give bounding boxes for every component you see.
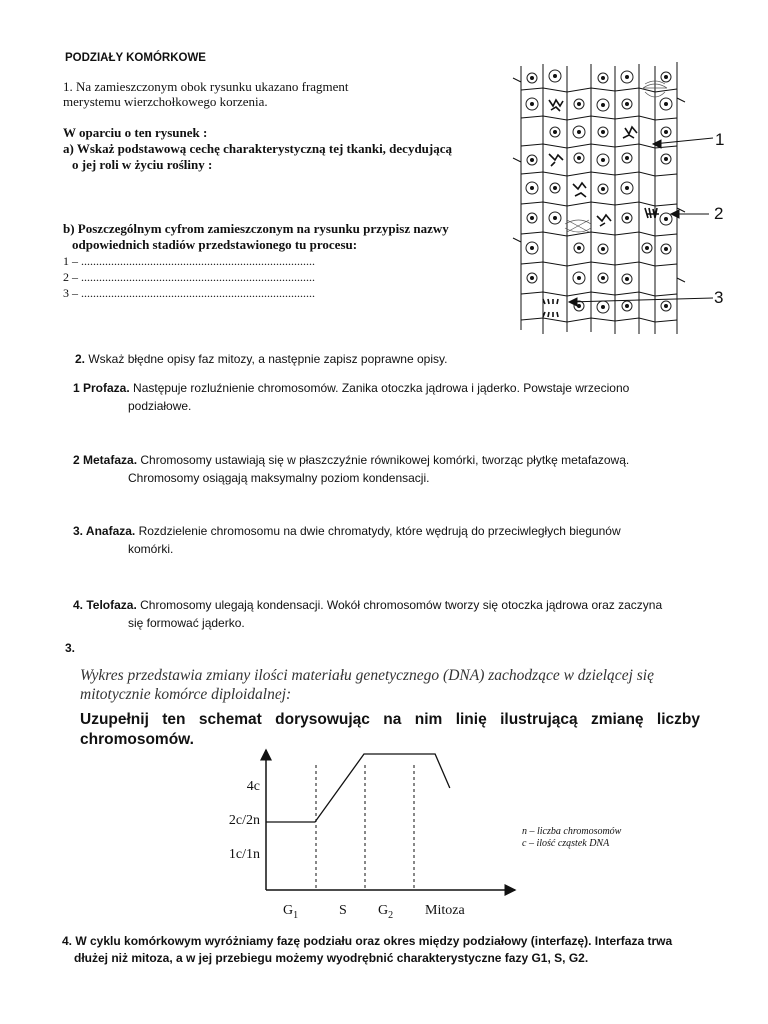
q1-a-line: a) Wskaż podstawową cechę charakterystyczną tej tkanki, decydującą	[63, 141, 453, 156]
phase-desc: Rozdzielenie chromosomu na dwie chromatydy, które wędrują do przeciwległych biegunów	[138, 524, 621, 538]
phase-name: 2 Metafaza.	[73, 453, 138, 467]
q1-task-b	[63, 221, 449, 253]
answer-blank-1[interactable]: 1 – ..............................................................................	[63, 254, 315, 268]
y-tick-label: 2c/2n	[228, 813, 260, 828]
figure-label-2: 2	[714, 204, 724, 223]
x-phase-label	[283, 903, 298, 921]
x-phase-label: S	[339, 903, 347, 918]
label-2-pointer	[671, 210, 709, 218]
legend-entry: n – liczba chromosomów	[522, 826, 622, 837]
x-phase-label	[378, 903, 393, 921]
q3-description	[80, 666, 654, 704]
cell-walls	[513, 62, 685, 334]
page-title: PODZIAŁY KOMÓRKOWE	[65, 52, 206, 64]
q2-item-2	[73, 452, 629, 486]
y-tick-label: 1c/1n	[228, 847, 260, 862]
phase-name: 3. Anafaza.	[73, 524, 136, 538]
label-1-pointer	[653, 138, 713, 148]
q2-number: 2.	[75, 352, 86, 366]
q1-answer-blanks	[63, 253, 315, 301]
q3-desc-line: mitotycznie komórce diploidalnej:	[80, 686, 292, 703]
phase-desc: podziałowe.	[128, 399, 192, 413]
q2-item-3	[73, 523, 621, 557]
q1-intro-line: 1. Na zamieszczonym obok rysunku ukazano fragment	[63, 79, 349, 94]
q4-line: dłużej niż mitoza, a w jej przebiegu możemy wyodrębnić charakterystyczne fazy G1, S, G2.	[74, 951, 589, 965]
dna-series-line	[266, 754, 450, 822]
q4-line: 4. W cyklu komórkowym wyróżniamy fazę podziału oraz okres między podziałowy (interfazę). Interfaza trwa	[62, 934, 673, 948]
x-phase-g: G	[378, 903, 389, 918]
x-phase-g: G	[283, 903, 294, 918]
x-phase-sub: 2	[388, 909, 394, 921]
q1-heading: W oparciu o ten rysunek :	[63, 125, 208, 140]
phase-desc: się formować jąderko.	[128, 616, 245, 630]
figure-label-1: 1	[715, 130, 725, 149]
q2-lead	[75, 352, 447, 366]
figure-label-3: 3	[714, 288, 724, 307]
q1-task-a	[63, 125, 452, 173]
legend-entry: c – ilość cząstek DNA	[522, 838, 610, 849]
phase-desc: Chromosomy osiągają maksymalny poziom kondensacji.	[128, 471, 430, 485]
x-phase-sub: 1	[293, 909, 299, 921]
q3-number: 3.	[65, 641, 76, 655]
cell-nuclei	[526, 70, 672, 313]
answer-blank-2[interactable]: 2 – ..............................................................................	[63, 270, 315, 284]
q1-intro	[63, 79, 349, 110]
phase-desc: Następuje rozluźnienie chromosomów. Zanika otoczka jądrowa i jąderko. Powstaje wrzeciono	[133, 381, 630, 395]
q4-text	[62, 933, 672, 967]
x-phase-label: Mitoza	[425, 903, 465, 918]
q2-lead-text: Wskaż błędne opisy faz mitozy, a następnie zapisz poprawne opisy.	[88, 352, 448, 366]
q1-intro-line: merystemu wierzchołkowego korzenia.	[63, 94, 268, 109]
phase-desc: komórki.	[128, 542, 174, 556]
q3-instr-line: chromosomów.	[80, 731, 194, 748]
q1-b-line: b) Poszczególnym cyfrom zamieszczonym na rysunku przypisz nazwy	[63, 221, 449, 236]
answer-blank-3[interactable]: 3 – ..............................................................................	[63, 286, 315, 300]
q2-item-4	[73, 597, 662, 631]
phase-desc: Chromosomy ustawiają się w płaszczyźnie równikowej komórki, tworząc płytkę metafazową.	[140, 453, 630, 467]
phase-name: 4. Telofaza.	[73, 598, 137, 612]
dna-chart	[0, 740, 768, 930]
y-tick-label: 4c	[246, 779, 260, 794]
q3-desc-line: Wykres przedstawia zmiany ilości materiału genetycznego (DNA) zachodzące w dzielącej się	[80, 667, 654, 684]
q1-a-line: o jej roli w życiu rośliny :	[72, 157, 213, 172]
q1-b-line: odpowiednich stadiów przedstawionego tu procesu:	[72, 237, 358, 252]
q3-instr-line: Uzupełnij ten schemat dorysowując na nim linię ilustrującą zmianę liczby	[80, 711, 700, 728]
phase-desc: Chromosomy ulegają kondensacji. Wokół chromosomów tworzy się otoczka jądrowa oraz zaczyna	[140, 598, 663, 612]
q2-item-1	[73, 380, 629, 414]
meristem-figure	[505, 58, 745, 340]
phase-name: 1 Profaza.	[73, 381, 130, 395]
